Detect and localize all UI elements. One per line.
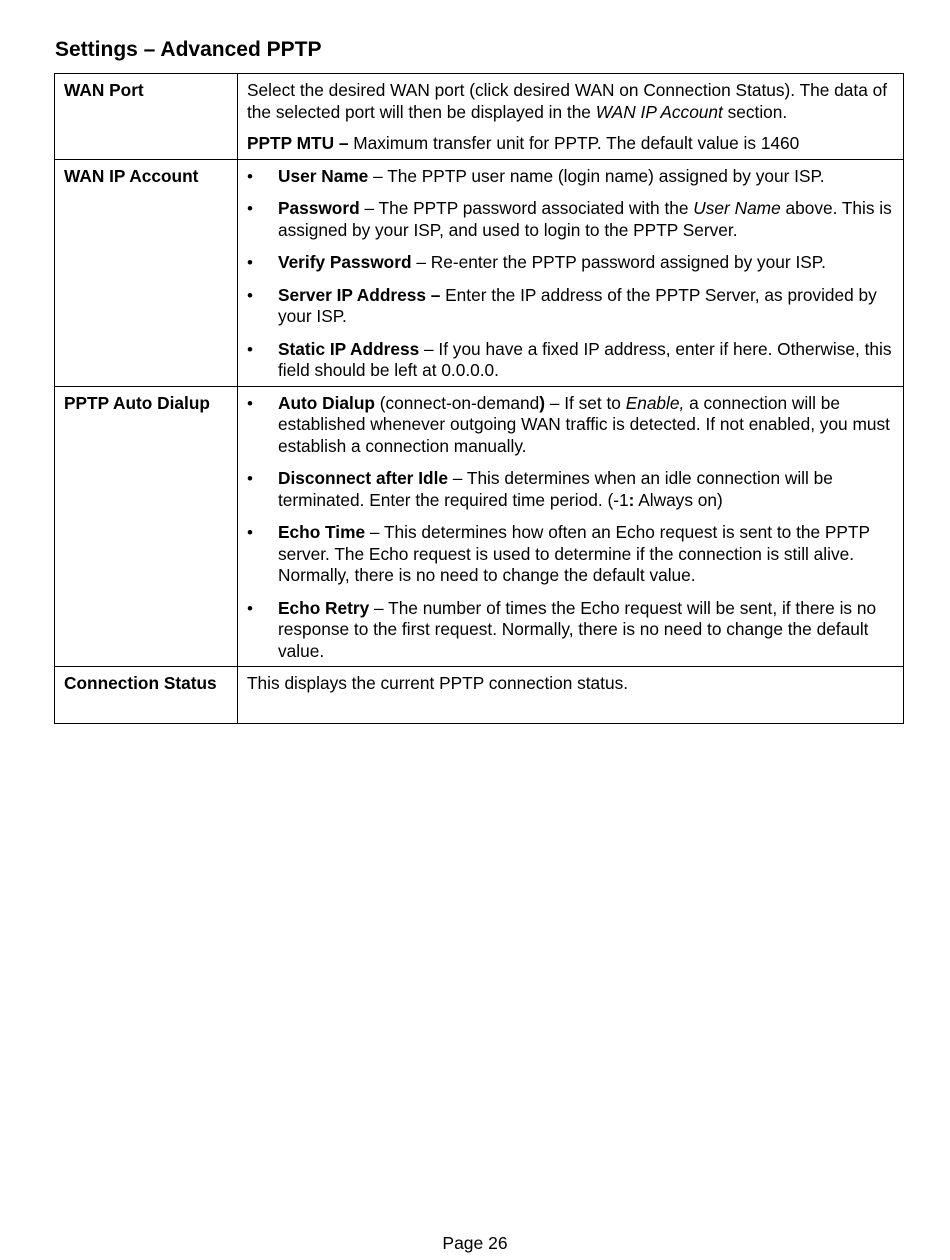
page-number: Page 26 bbox=[442, 1233, 508, 1253]
table-row-wan-port bbox=[55, 74, 904, 160]
connection-status-text: This displays the current PPTP connection status. bbox=[247, 673, 629, 693]
verify-password-term: Verify Password bbox=[278, 252, 412, 272]
pptp-mtu-text: Maximum transfer unit for PPTP. The default value is 1460 bbox=[348, 133, 800, 153]
list-item-echo-time bbox=[247, 522, 893, 587]
table-row-connection-status bbox=[55, 667, 904, 724]
list-item-server-ip-address bbox=[247, 285, 893, 328]
row-label-connection-status: Connection Status bbox=[55, 667, 238, 724]
auto-dialup-term: Auto Dialup bbox=[278, 392, 375, 413]
list-item-echo-retry bbox=[247, 598, 893, 663]
password-text-end: above. This is assigned by your ISP, and used to login to the PPTP Server. bbox=[278, 198, 892, 240]
user-name-term: User Name bbox=[278, 165, 369, 186]
auto-dialup-paren-close: ) bbox=[539, 392, 545, 413]
list-item-static-ip-address bbox=[247, 339, 893, 382]
echo-retry-term: Echo Retry bbox=[278, 597, 370, 618]
row-description-auto-dialup bbox=[238, 386, 904, 667]
server-ip-term: Server IP Address – bbox=[278, 284, 441, 305]
row-description-wan-port bbox=[238, 74, 904, 160]
verify-password-text: – Re-enter the PPTP password assigned by your ISP. bbox=[411, 252, 826, 272]
row-label-auto-dialup: PPTP Auto Dialup bbox=[55, 386, 238, 667]
list-item-password bbox=[247, 198, 893, 241]
auto-dialup-text: – If set to bbox=[545, 392, 626, 413]
password-text: – The PPTP password associated with the bbox=[359, 198, 694, 218]
idle-term: Disconnect after Idle bbox=[278, 468, 448, 488]
list-item-user-name bbox=[247, 166, 893, 188]
idle-text-end: Always on) bbox=[634, 489, 723, 510]
wan-port-description bbox=[247, 80, 893, 123]
echo-retry-text: – The number of times the Echo request will be sent, if there is no response to the first request. Normally, there is no need to change the default value. bbox=[278, 597, 877, 661]
settings-table bbox=[54, 73, 904, 724]
auto-dialup-list bbox=[247, 393, 893, 663]
list-item-disconnect-after-idle bbox=[247, 468, 893, 511]
enable-ref: Enable, bbox=[625, 392, 685, 413]
row-label-wan-ip-account: WAN IP Account bbox=[55, 159, 238, 386]
page-title: Settings – Advanced PPTP bbox=[55, 38, 322, 61]
idle-colon: : bbox=[628, 489, 635, 510]
idle-text: – This determines when an idle connection will be terminated. Enter the required time period. (-1 bbox=[278, 468, 833, 510]
wan-port-text-end: section. bbox=[722, 101, 788, 122]
auto-dialup-paren: (connect-on-demand bbox=[374, 392, 540, 413]
row-label-wan-port: WAN Port bbox=[55, 74, 238, 160]
row-description-wan-ip-account bbox=[238, 159, 904, 386]
wan-port-text: Select the desired WAN port (click desired WAN on Connection Status). The data of the selected port will then be displayed in the bbox=[247, 80, 888, 122]
wan-ip-account-list bbox=[247, 166, 893, 382]
server-ip-text: Enter the IP address of the PPTP Server, as provided by your ISP. bbox=[278, 284, 877, 326]
table-row-wan-ip-account bbox=[55, 159, 904, 386]
password-term: Password bbox=[278, 198, 360, 218]
static-ip-text: – If you have a fixed IP address, enter if here. Otherwise, this field should be left at 0.0.0.0. bbox=[278, 338, 892, 380]
table-row-auto-dialup bbox=[55, 386, 904, 667]
list-item-verify-password bbox=[247, 252, 893, 274]
pptp-mtu-description bbox=[247, 133, 893, 155]
list-item-auto-dialup bbox=[247, 393, 893, 458]
auto-dialup-text-end: a connection will be established whenever outgoing WAN traffic is detected. If not enabled, you must establish a connection manually. bbox=[278, 392, 890, 456]
user-name-ref: User Name bbox=[693, 198, 781, 218]
echo-time-text: – This determines how often an Echo request is sent to the PPTP server. The Echo request is used to determine if the connection is still alive. Normally, there is no need to change the default value. bbox=[278, 522, 870, 585]
row-description-connection-status bbox=[238, 667, 904, 724]
wan-ip-account-ref: WAN IP Account bbox=[595, 101, 723, 122]
static-ip-term: Static IP Address bbox=[278, 338, 420, 359]
echo-time-term: Echo Time bbox=[278, 522, 366, 542]
user-name-text: – The PPTP user name (login name) assigned by your ISP. bbox=[368, 165, 825, 186]
pptp-mtu-term: PPTP MTU – bbox=[247, 133, 349, 153]
